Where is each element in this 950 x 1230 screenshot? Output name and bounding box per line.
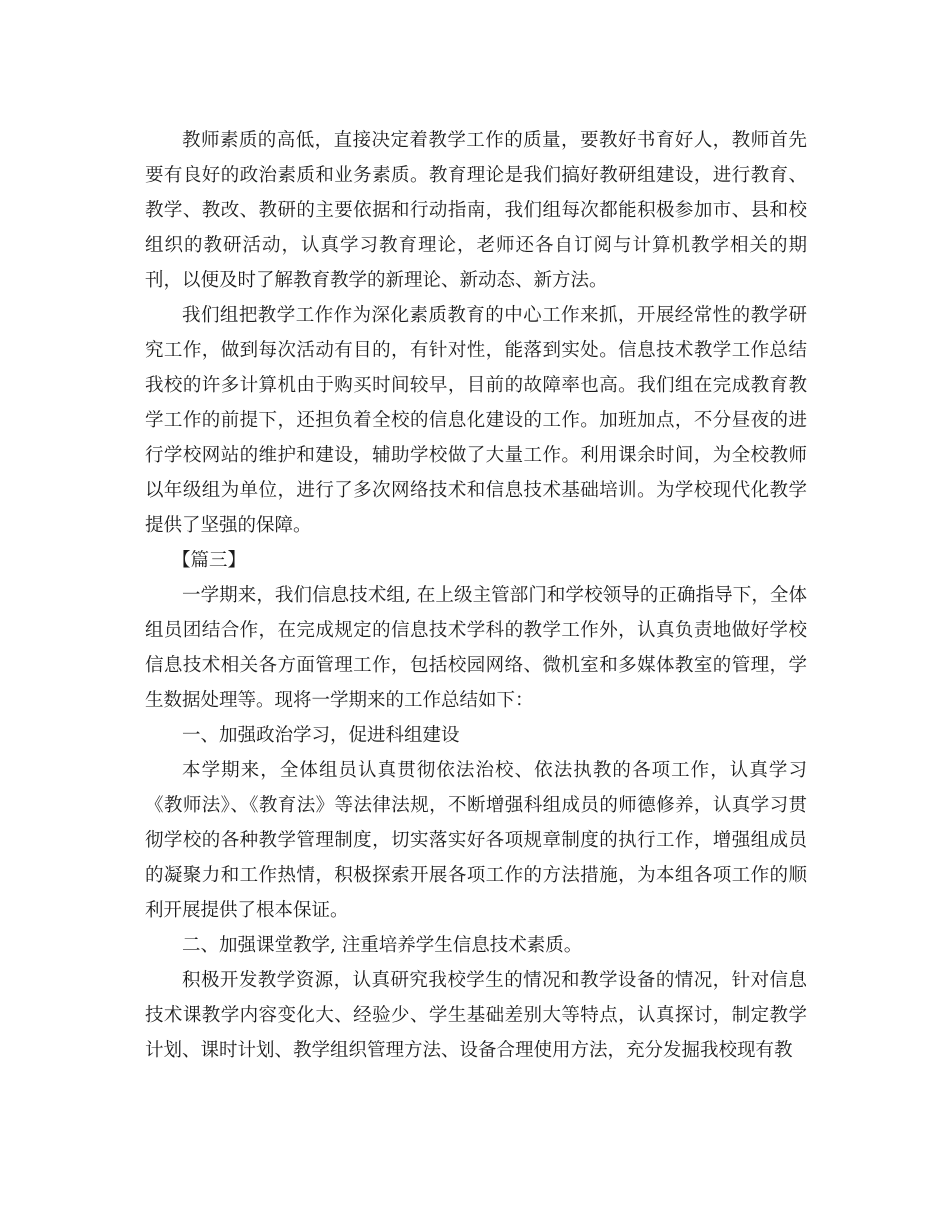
paragraph-teaching-work: 我们组把教学工作作为深化素质教育的中心工作来抓，开展经常性的教学研究工作，做到每次活动有目的，有针对性，能落到实处。信息技术教学工作总结我校的许多计算机由于购买时间较早，目前的故障率也高。我们组在完成教育教学工作的前提下，还担负着全校的信息化建设的工作。加班加点，不分昼夜的进行学校网站的维护和建设，辅助学校做了大量工作。利用课余时间，为全校教师以年级组为单位，进行了多次网络技术和信息技术基础培训。为学校现代化教学提供了坚强的保障。 bbox=[145, 305, 807, 536]
paragraph-semester-intro: 一学期来，我们信息技术组, 在上级主管部门和学校领导的正确指导下，全体组员团结合作，在完成规定的信息技术学科的教学工作外，认真负责地做好学校信息技术相关各方面管理工作，包括校园网络、微机室和多媒体教室的管理，学生数据处理等。现将一学期来的工作总结如下： bbox=[145, 585, 807, 711]
paragraph-political-study: 本学期来，全体组员认真贯彻依法治校、依法执教的各项工作，认真学习《教师法》、《教育法》等法律法规，不断增强科组成员的师德修养，认真学习贯彻学校的各种教学管理制度，切实落实好各项规章制度的执行工作，增强组成员的凝聚力和工作热情，积极探索开展各项工作的方法措施，为本组各项工作的顺利开展提供了根本保证。 bbox=[145, 760, 807, 921]
subheading-classroom-teaching: 二、加强课堂教学, 注重培养学生信息技术素质。 bbox=[182, 935, 583, 956]
paragraph-teacher-quality: 教师素质的高低，直接决定着教学工作的质量，要教好书育好人，教师首先要有良好的政治素质和业务素质。教育理论是我们搞好教研组建设，进行教育、教学、教改、教研的主要依据和行动指南，我们组每次都能积极参加市、县和校组织的教研活动，认真学习教育理论，老师还各自订阅与计算机教学相关的期刊，以便及时了解教育教学的新理论、新动态、新方法。 bbox=[145, 130, 807, 291]
paragraph-teaching-resources: 积极开发教学资源，认真研究我校学生的情况和教学设备的情况，针对信息技术课教学内容变化大、经验少、学生基础差别大等特点，认真探讨，制定教学计划、课时计划、教学组织管理方法、设备合理使用方法，充分发掘我校现有教 bbox=[145, 970, 807, 1061]
subheading-political-study: 一、加强政治学习，促进科组建设 bbox=[182, 725, 460, 746]
document-body bbox=[145, 123, 807, 1068]
section-heading-part-three: 【篇三】 bbox=[172, 550, 247, 571]
